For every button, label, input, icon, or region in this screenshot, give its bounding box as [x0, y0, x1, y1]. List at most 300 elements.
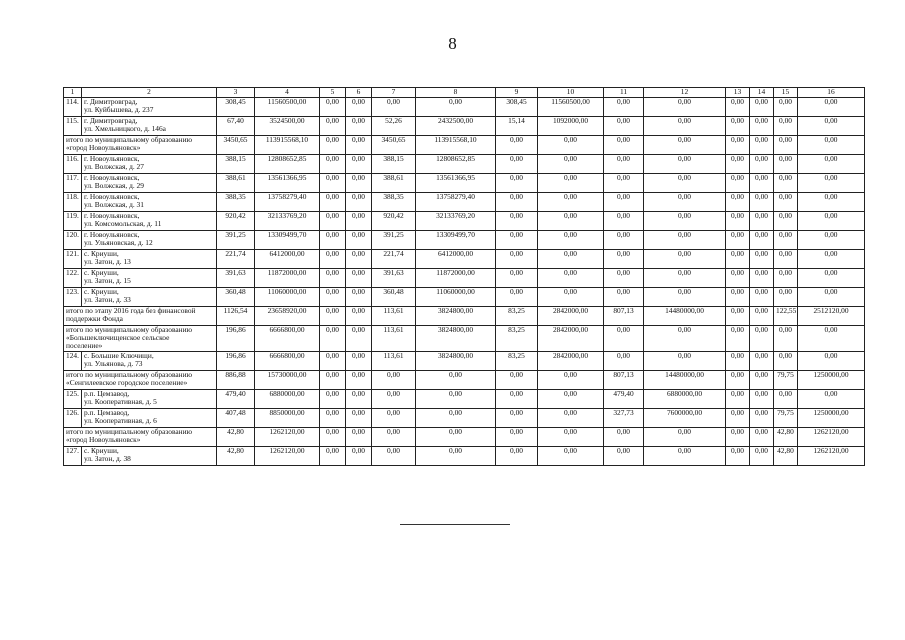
cell-value: 0,00: [416, 446, 496, 465]
label-line-1: с. Криуши,: [84, 287, 119, 296]
cell-value: 0,00: [604, 231, 644, 250]
column-header: 9: [496, 88, 538, 98]
cell-value: 113,61: [372, 351, 416, 370]
label-line-1: итого по муниципальному образованию: [66, 325, 193, 334]
cell-value: 6880000,00: [644, 389, 726, 408]
label-line-1: с. Криуши,: [84, 446, 119, 455]
cell-value: 11060000,00: [416, 288, 496, 307]
label-line-2: поддержки Фонда: [66, 314, 123, 324]
cell-value: 0,00: [372, 370, 416, 389]
row-number: 120.: [64, 231, 82, 250]
table-row: [64, 250, 865, 269]
column-header: 3: [217, 88, 255, 98]
column-header: 5: [320, 88, 346, 98]
cell-value: 360,48: [217, 288, 255, 307]
cell-value: 0,00: [604, 117, 644, 136]
cell-value: 0,00: [726, 408, 750, 427]
cell-value: 13309499,70: [255, 231, 320, 250]
table-row: [64, 269, 865, 288]
cell-value: 0,00: [538, 389, 604, 408]
cell-value: 0,00: [538, 193, 604, 212]
cell-value: 0,00: [346, 193, 372, 212]
cell-value: 79,75: [774, 408, 798, 427]
label-line-1: г. Новоульяновск,: [84, 230, 140, 239]
cell-value: 0,00: [496, 370, 538, 389]
cell-value: 0,00: [774, 98, 798, 117]
row-number: 115.: [64, 117, 82, 136]
cell-value: 0,00: [538, 427, 604, 446]
label-line-2: «город Новоульяновск»: [66, 143, 141, 153]
cell-value: 0,00: [726, 193, 750, 212]
table-row: [64, 307, 865, 326]
cell-value: 0,00: [346, 174, 372, 193]
cell-value: 0,00: [604, 174, 644, 193]
cell-value: 0,00: [798, 117, 865, 136]
table-body: [64, 88, 865, 466]
cell-value: 221,74: [217, 250, 255, 269]
cell-value: 0,00: [726, 288, 750, 307]
cell-value: 42,80: [774, 427, 798, 446]
cell-value: 6412000,00: [416, 250, 496, 269]
cell-value: 0,00: [644, 193, 726, 212]
cell-value: 0,00: [798, 389, 865, 408]
cell-value: 0,00: [346, 98, 372, 117]
cell-value: 920,42: [372, 212, 416, 231]
label-line-2: ул. Затон, д. 15: [84, 276, 131, 286]
column-header: 4: [255, 88, 320, 98]
cell-value: 0,00: [750, 193, 774, 212]
cell-value: 0,00: [538, 446, 604, 465]
cell-value: 0,00: [726, 155, 750, 174]
row-number: 125.: [64, 389, 82, 408]
column-header: 14: [750, 88, 774, 98]
cell-value: 42,80: [774, 446, 798, 465]
cell-value: 886,88: [217, 370, 255, 389]
label-line-1: г. Димитровград,: [84, 97, 138, 106]
label-line-1: г. Новоульяновск,: [84, 192, 140, 201]
cell-value: 0,00: [346, 351, 372, 370]
cell-value: 0,00: [726, 250, 750, 269]
row-label: [82, 117, 217, 136]
cell-value: 0,00: [320, 326, 346, 352]
label-line-1: г. Новоульяновск,: [84, 154, 140, 163]
cell-value: 1262120,00: [255, 446, 320, 465]
cell-value: 0,00: [726, 370, 750, 389]
label-line-1: с. Криуши,: [84, 249, 119, 258]
cell-value: 0,00: [320, 351, 346, 370]
cell-value: 0,00: [320, 288, 346, 307]
label-line-2: ул. Комсомольская, д. 11: [84, 219, 162, 229]
row-label: [82, 193, 217, 212]
row-label: [82, 389, 217, 408]
column-header: 13: [726, 88, 750, 98]
cell-value: 0,00: [726, 98, 750, 117]
row-label: [82, 351, 217, 370]
label-line-2: ул. Затон, д. 38: [84, 453, 131, 463]
label-line-2: ул. Хмельницкого, д. 146а: [84, 124, 166, 134]
label-line-2: ул. Волжская, д. 27: [84, 162, 144, 172]
cell-value: 0,00: [644, 351, 726, 370]
cell-value: 0,00: [604, 446, 644, 465]
cell-value: 0,00: [726, 117, 750, 136]
cell-value: 3524500,00: [255, 117, 320, 136]
cell-value: 52,26: [372, 117, 416, 136]
cell-value: 14480000,00: [644, 370, 726, 389]
cell-value: 0,00: [604, 288, 644, 307]
cell-value: 0,00: [750, 250, 774, 269]
label-line-2: ул. Ульянова, д. 73: [84, 358, 143, 368]
cell-value: 391,25: [372, 231, 416, 250]
cell-value: 0,00: [320, 307, 346, 326]
table-row: [64, 231, 865, 250]
column-header: 1: [64, 88, 82, 98]
column-header: 7: [372, 88, 416, 98]
cell-value: 0,00: [320, 212, 346, 231]
cell-value: 0,00: [372, 446, 416, 465]
table-row: [64, 389, 865, 408]
cell-value: 0,00: [416, 370, 496, 389]
cell-value: 1262120,00: [798, 427, 865, 446]
cell-value: 12808652,85: [416, 155, 496, 174]
cell-value: 391,63: [372, 269, 416, 288]
cell-value: 13561366,95: [416, 174, 496, 193]
cell-value: 360,48: [372, 288, 416, 307]
row-number: 123.: [64, 288, 82, 307]
label-line-2: ул. Волжская, д. 31: [84, 200, 144, 210]
cell-value: 0,00: [750, 212, 774, 231]
cell-value: 0,00: [774, 155, 798, 174]
cell-value: 0,00: [774, 193, 798, 212]
column-header: 15: [774, 88, 798, 98]
cell-value: 0,00: [774, 250, 798, 269]
cell-value: 407,48: [217, 408, 255, 427]
cell-value: 0,00: [774, 269, 798, 288]
label-line-1: с. Криуши,: [84, 268, 119, 277]
subtotal-label: [64, 307, 217, 326]
cell-value: 0,00: [372, 408, 416, 427]
cell-value: 0,00: [750, 136, 774, 155]
cell-value: 0,00: [774, 389, 798, 408]
subtotal-label: [64, 136, 217, 155]
cell-value: 0,00: [496, 136, 538, 155]
cell-value: 0,00: [496, 288, 538, 307]
cell-value: 0,00: [320, 250, 346, 269]
cell-value: 0,00: [538, 174, 604, 193]
cell-value: 0,00: [726, 446, 750, 465]
cell-value: 13758279,40: [255, 193, 320, 212]
table-row: [64, 136, 865, 155]
cell-value: 0,00: [496, 269, 538, 288]
label-line-2: ул. Куйбышева, д. 237: [84, 105, 154, 115]
cell-value: 0,00: [346, 136, 372, 155]
cell-value: 32133769,20: [255, 212, 320, 231]
cell-value: 0,00: [644, 155, 726, 174]
cell-value: 13309499,70: [416, 231, 496, 250]
cell-value: 0,00: [798, 193, 865, 212]
cell-value: 1250000,00: [798, 370, 865, 389]
cell-value: 920,42: [217, 212, 255, 231]
cell-value: 113,61: [372, 307, 416, 326]
cell-value: 388,15: [372, 155, 416, 174]
cell-value: 391,25: [217, 231, 255, 250]
column-header: 6: [346, 88, 372, 98]
row-number: 118.: [64, 193, 82, 212]
cell-value: 0,00: [726, 427, 750, 446]
cell-value: 807,13: [604, 370, 644, 389]
row-label: [82, 174, 217, 193]
cell-value: 0,00: [726, 389, 750, 408]
label-line-1: итого по муниципальному образованию: [66, 135, 193, 144]
table-row: [64, 117, 865, 136]
cell-value: 0,00: [320, 370, 346, 389]
cell-value: 0,00: [604, 326, 644, 352]
cell-value: 0,00: [644, 212, 726, 231]
cell-value: 42,80: [217, 446, 255, 465]
cell-value: 0,00: [726, 136, 750, 155]
cell-value: 0,00: [346, 389, 372, 408]
cell-value: 0,00: [750, 117, 774, 136]
table-row: [64, 408, 865, 427]
cell-value: 196,86: [217, 351, 255, 370]
table-row: [64, 193, 865, 212]
column-header: 16: [798, 88, 865, 98]
cell-value: 122,55: [774, 307, 798, 326]
cell-value: 0,00: [604, 212, 644, 231]
cell-value: 0,00: [726, 174, 750, 193]
cell-value: 479,40: [217, 389, 255, 408]
cell-value: 221,74: [372, 250, 416, 269]
label-line-3: поселение»: [66, 341, 103, 351]
cell-value: 0,00: [496, 174, 538, 193]
cell-value: 15730000,00: [255, 370, 320, 389]
cell-value: 0,00: [750, 446, 774, 465]
cell-value: 1250000,00: [798, 408, 865, 427]
cell-value: 388,61: [217, 174, 255, 193]
cell-value: 0,00: [644, 269, 726, 288]
cell-value: 6880000,00: [255, 389, 320, 408]
label-line-2: «Сенгилеевское городское поселение»: [66, 377, 188, 387]
cell-value: 67,40: [217, 117, 255, 136]
label-line-1: итого по муниципальному образованию: [66, 370, 193, 379]
row-number: 121.: [64, 250, 82, 269]
label-line-2: ул. Затон, д. 33: [84, 295, 131, 305]
cell-value: 0,00: [750, 288, 774, 307]
cell-value: 113,61: [372, 326, 416, 352]
cell-value: 0,00: [496, 250, 538, 269]
cell-value: 0,00: [774, 231, 798, 250]
cell-value: 0,00: [496, 231, 538, 250]
cell-value: 308,45: [217, 98, 255, 117]
cell-value: 0,00: [750, 351, 774, 370]
row-number: 122.: [64, 269, 82, 288]
cell-value: 0,00: [346, 307, 372, 326]
header-row: [64, 88, 865, 98]
cell-value: 0,00: [644, 288, 726, 307]
row-label: [82, 212, 217, 231]
cell-value: 3824800,00: [416, 351, 496, 370]
cell-value: 7600000,00: [644, 408, 726, 427]
column-header: 11: [604, 88, 644, 98]
cell-value: 1126,54: [217, 307, 255, 326]
cell-value: 0,00: [346, 370, 372, 389]
cell-value: 308,45: [496, 98, 538, 117]
cell-value: 1092000,00: [538, 117, 604, 136]
cell-value: 0,00: [604, 98, 644, 117]
cell-value: 6412000,00: [255, 250, 320, 269]
cell-value: 0,00: [750, 269, 774, 288]
cell-value: 0,00: [320, 427, 346, 446]
cell-value: 0,00: [496, 408, 538, 427]
cell-value: 0,00: [798, 351, 865, 370]
cell-value: 0,00: [798, 174, 865, 193]
cell-value: 2842000,00: [538, 351, 604, 370]
table-row: [64, 351, 865, 370]
cell-value: 0,00: [750, 408, 774, 427]
cell-value: 23658920,00: [255, 307, 320, 326]
cell-value: 479,40: [604, 389, 644, 408]
cell-value: 0,00: [798, 231, 865, 250]
cell-value: 0,00: [750, 370, 774, 389]
cell-value: 388,61: [372, 174, 416, 193]
cell-value: 0,00: [644, 231, 726, 250]
cell-value: 2842000,00: [538, 307, 604, 326]
cell-value: 0,00: [774, 326, 798, 352]
cell-value: 0,00: [750, 174, 774, 193]
cell-value: 0,00: [798, 155, 865, 174]
label-line-2: «Большеключищенское сельское: [66, 333, 170, 343]
label-line-1: итого по этапу 2016 года без финансовой: [66, 306, 196, 315]
cell-value: 0,00: [346, 250, 372, 269]
cell-value: 12808652,85: [255, 155, 320, 174]
cell-value: 0,00: [774, 136, 798, 155]
row-number: 124.: [64, 351, 82, 370]
cell-value: 807,13: [604, 307, 644, 326]
cell-value: 0,00: [346, 288, 372, 307]
cell-value: 0,00: [750, 231, 774, 250]
cell-value: 388,15: [217, 155, 255, 174]
cell-value: 0,00: [726, 231, 750, 250]
cell-value: 0,00: [538, 212, 604, 231]
cell-value: 1262120,00: [798, 446, 865, 465]
cell-value: 0,00: [496, 212, 538, 231]
subtotal-label: [64, 427, 217, 446]
label-line-2: ул. Волжская, д. 29: [84, 181, 144, 191]
cell-value: 0,00: [798, 269, 865, 288]
cell-value: 0,00: [726, 326, 750, 352]
column-header: 8: [416, 88, 496, 98]
cell-value: 0,00: [750, 389, 774, 408]
cell-value: 0,00: [726, 269, 750, 288]
cell-value: 0,00: [320, 136, 346, 155]
cell-value: 0,00: [416, 408, 496, 427]
row-label: [82, 288, 217, 307]
cell-value: 0,00: [774, 212, 798, 231]
row-label: [82, 155, 217, 174]
cell-value: 0,00: [496, 427, 538, 446]
label-line-2: ул. Ульяновская, д. 12: [84, 238, 153, 248]
label-line-1: г. Новоульяновск,: [84, 173, 140, 182]
cell-value: 13758279,40: [416, 193, 496, 212]
label-line-1: р.п. Цемзавод,: [84, 389, 130, 398]
cell-value: 0,00: [604, 269, 644, 288]
table-row: [64, 98, 865, 117]
cell-value: 0,00: [538, 231, 604, 250]
cell-value: 8850000,00: [255, 408, 320, 427]
label-line-1: с. Большие Ключищи,: [84, 351, 154, 360]
cell-value: 0,00: [774, 174, 798, 193]
cell-value: 0,00: [604, 427, 644, 446]
label-line-2: ул. Затон, д. 13: [84, 257, 131, 267]
cell-value: 0,00: [538, 288, 604, 307]
column-header: 12: [644, 88, 726, 98]
table-row: [64, 212, 865, 231]
table-row: [64, 288, 865, 307]
cell-value: 3450,65: [217, 136, 255, 155]
cell-value: 14480000,00: [644, 307, 726, 326]
cell-value: 327,73: [604, 408, 644, 427]
cell-value: 3824800,00: [416, 326, 496, 352]
row-label: [82, 98, 217, 117]
cell-value: 0,00: [750, 307, 774, 326]
table-row: [64, 155, 865, 174]
cell-value: 2432500,00: [416, 117, 496, 136]
row-number: 126.: [64, 408, 82, 427]
cell-value: 0,00: [346, 446, 372, 465]
cell-value: 0,00: [644, 117, 726, 136]
cell-value: 388,35: [217, 193, 255, 212]
cell-value: 42,80: [217, 427, 255, 446]
cell-value: 0,00: [604, 155, 644, 174]
cell-value: 0,00: [372, 427, 416, 446]
cell-value: 0,00: [644, 98, 726, 117]
cell-value: 0,00: [798, 136, 865, 155]
cell-value: 0,00: [496, 193, 538, 212]
row-number: 114.: [64, 98, 82, 117]
table-row: [64, 370, 865, 389]
row-label: [82, 269, 217, 288]
label-line-1: итого по муниципальному образованию: [66, 427, 193, 436]
cell-value: 0,00: [320, 117, 346, 136]
table-row: [64, 174, 865, 193]
cell-value: 0,00: [774, 351, 798, 370]
data-table: [63, 87, 865, 466]
cell-value: 0,00: [774, 288, 798, 307]
cell-value: 0,00: [416, 98, 496, 117]
cell-value: 196,86: [217, 326, 255, 352]
cell-value: 83,25: [496, 326, 538, 352]
table-row: [64, 427, 865, 446]
cell-value: 11060000,00: [255, 288, 320, 307]
cell-value: 0,00: [320, 193, 346, 212]
column-header: 10: [538, 88, 604, 98]
cell-value: 0,00: [644, 136, 726, 155]
cell-value: 2512120,00: [798, 307, 865, 326]
row-number: 127.: [64, 446, 82, 465]
cell-value: 3450,65: [372, 136, 416, 155]
cell-value: 0,00: [798, 250, 865, 269]
cell-value: 0,00: [320, 174, 346, 193]
cell-value: 0,00: [320, 389, 346, 408]
row-number: 116.: [64, 155, 82, 174]
cell-value: 0,00: [798, 288, 865, 307]
cell-value: 0,00: [372, 98, 416, 117]
cell-value: 0,00: [346, 269, 372, 288]
cell-value: 11872000,00: [416, 269, 496, 288]
cell-value: 0,00: [726, 307, 750, 326]
cell-value: 391,63: [217, 269, 255, 288]
cell-value: 0,00: [726, 212, 750, 231]
cell-value: 0,00: [416, 389, 496, 408]
